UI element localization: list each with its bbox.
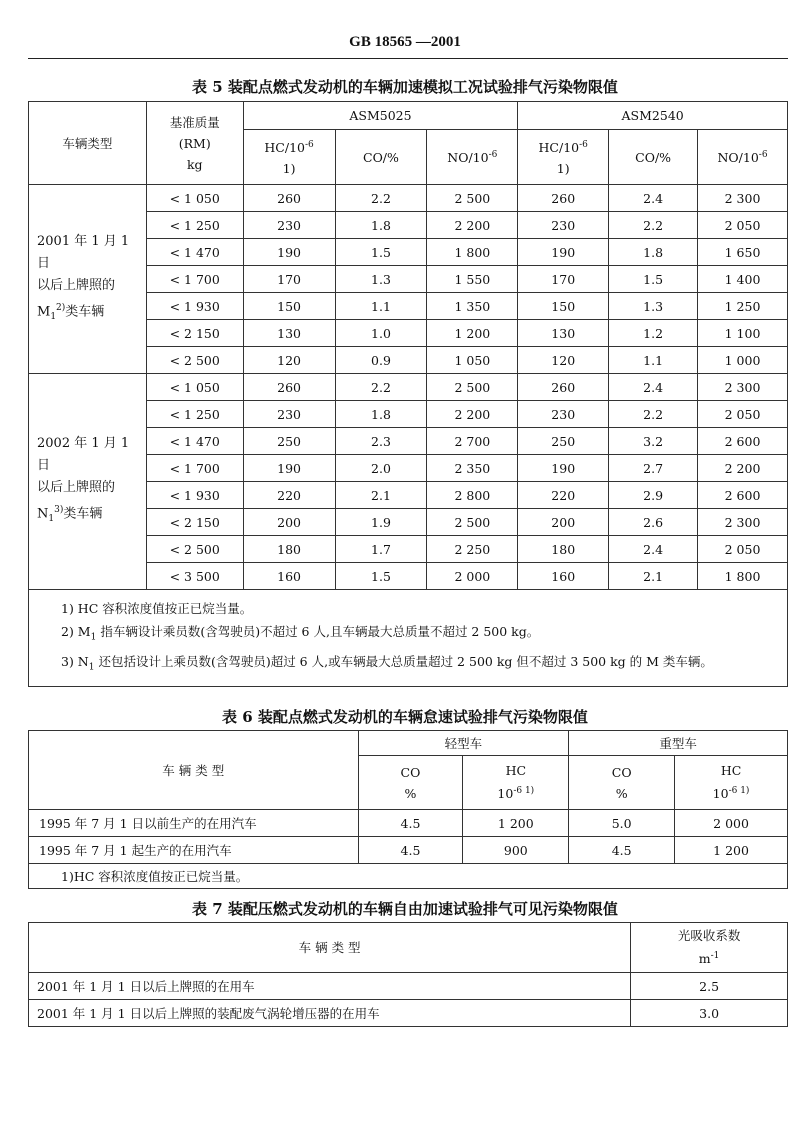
t5-header-mass: 基准质量 (RM) kg xyxy=(146,102,243,185)
t5-cell: 1 550 xyxy=(427,266,518,293)
t5-cell: 1 000 xyxy=(698,347,788,374)
t5-footnote-2: 2) $M_1$ 指车辆设计乘员数(含驾驶员)不超过 6 人,且车辆最大总质量不超过 2 500 kg。 xyxy=(61,624,540,643)
t7-cell: 3.0 xyxy=(631,1000,788,1027)
t5-cell: 120 xyxy=(243,347,335,374)
t5-header-no: $NO/10^{-6}$ xyxy=(698,130,788,185)
t5-cell: 1 250 xyxy=(698,293,788,320)
t5-cell: 2.2 xyxy=(335,374,427,401)
t5-cell: 2.7 xyxy=(609,455,698,482)
t5-cell: 190 xyxy=(518,239,609,266)
t5-cell: 2.9 xyxy=(609,482,698,509)
table5-title: 表 5 装配点燃式发动机的车辆加速模拟工况试验排气污染物限值 xyxy=(192,78,618,96)
t5-cell: 220 xyxy=(518,482,609,509)
t6-footnote: 1)HC 容积浓度值按正已烷当量。 xyxy=(29,864,788,889)
t5-cell: 2 300 xyxy=(698,509,788,536)
t5-cell: 1 100 xyxy=(698,320,788,347)
t5-mass-cell: < 1 930 xyxy=(146,482,243,509)
t5-cell: 160 xyxy=(243,563,335,590)
t7-header-coef: 光吸收系数 $m^{-1}$ xyxy=(631,923,788,973)
t5-header-hc: $HC/10^{-6}$ 1) xyxy=(243,130,335,185)
t5-cell: 170 xyxy=(518,266,609,293)
t5-cell: 160 xyxy=(518,563,609,590)
t5-cell: 2.2 xyxy=(609,401,698,428)
t5-cell: 260 xyxy=(518,185,609,212)
table7 xyxy=(28,922,788,1027)
t5-mass-cell: < 1 250 xyxy=(146,401,243,428)
t5-cell: 1 050 xyxy=(427,347,518,374)
t5-cell: 170 xyxy=(243,266,335,293)
t5-header-co: CO/% xyxy=(609,130,698,185)
t5-cell: 2 700 xyxy=(427,428,518,455)
table7-title: 表 7 装配压燃式发动机的车辆自由加速试验排气可见污染物限值 xyxy=(192,900,618,918)
t5-mass-cell: < 3 500 xyxy=(146,563,243,590)
t5-footnote-1: 1) HC 容积浓度值按正已烷当量。 xyxy=(61,601,253,616)
t5-mass-cell: < 1 470 xyxy=(146,239,243,266)
t5-cell: 2 500 xyxy=(427,509,518,536)
t5-cell: 250 xyxy=(518,428,609,455)
t5-cell: 1.2 xyxy=(609,320,698,347)
t5-cell: 1.5 xyxy=(335,239,427,266)
t5-cell: 1 400 xyxy=(698,266,788,293)
table-row xyxy=(29,837,788,864)
t5-cell: 1.9 xyxy=(335,509,427,536)
t5-mass-cell: < 1 700 xyxy=(146,455,243,482)
t5-cell: 2 500 xyxy=(427,374,518,401)
t5-cell: 1.1 xyxy=(335,293,427,320)
t5-cell: 2 200 xyxy=(698,455,788,482)
t6-header-hc: HC $10^{-6 1)}$ xyxy=(463,756,569,810)
t5-cell: 3.2 xyxy=(609,428,698,455)
t5-cell: 1.8 xyxy=(335,401,427,428)
t5-cell: 2.2 xyxy=(609,212,698,239)
t5-cell: 1 650 xyxy=(698,239,788,266)
t5-cell: 2 600 xyxy=(698,428,788,455)
t5-cell: 2 300 xyxy=(698,374,788,401)
t7-cell: 2.5 xyxy=(631,973,788,1000)
t5-mass-cell: < 2 500 xyxy=(146,347,243,374)
header-rule xyxy=(28,58,788,59)
t5-cell: 1 800 xyxy=(698,563,788,590)
table6 xyxy=(28,730,788,889)
t5-cell: 1.7 xyxy=(335,536,427,563)
t5-cell: 150 xyxy=(518,293,609,320)
t6-cell: 1 200 xyxy=(675,837,788,864)
t5-vehicle-category: 2002 年 1 月 1 日 以后上牌照的 $N_1^{3)}$类车辆 xyxy=(29,374,147,590)
t5-cell: 200 xyxy=(518,509,609,536)
t5-cell: 2.1 xyxy=(335,482,427,509)
table-row xyxy=(29,185,788,212)
t5-cell: 220 xyxy=(243,482,335,509)
t5-cell: 190 xyxy=(518,455,609,482)
page-header: GB 18565 —2001 xyxy=(349,34,461,50)
t5-header-vehicle-type: 车辆类型 xyxy=(29,102,147,185)
t6-header-vehicle-type: 车 辆 类 型 xyxy=(29,731,359,810)
t5-cell: 250 xyxy=(243,428,335,455)
t6-cell: 4.5 xyxy=(358,837,463,864)
table6-title: 表 6 装配点燃式发动机的车辆怠速试验排气污染物限值 xyxy=(222,708,588,726)
t5-cell: 1.8 xyxy=(609,239,698,266)
t5-cell: 1.1 xyxy=(609,347,698,374)
table-row xyxy=(29,973,788,1000)
t5-cell: 1.3 xyxy=(609,293,698,320)
t5-cell: 260 xyxy=(243,374,335,401)
t5-cell: 1.3 xyxy=(335,266,427,293)
t6-cell: 900 xyxy=(463,837,569,864)
t5-cell: 2 500 xyxy=(427,185,518,212)
t5-cell: 2 200 xyxy=(427,401,518,428)
t5-cell: 1.5 xyxy=(609,266,698,293)
t5-cell: 260 xyxy=(518,374,609,401)
t5-mass-cell: < 2 500 xyxy=(146,536,243,563)
t6-row-label: 1995 年 7 月 1 起生产的在用汽车 xyxy=(29,837,359,864)
t5-cell: 2.1 xyxy=(609,563,698,590)
t5-cell: 2.4 xyxy=(609,374,698,401)
t5-cell: 2.3 xyxy=(335,428,427,455)
table-row xyxy=(29,1000,788,1027)
t5-footnotes xyxy=(29,590,788,687)
t6-cell: 2 000 xyxy=(675,810,788,837)
table5 xyxy=(28,101,788,687)
t5-mass-cell: < 2 150 xyxy=(146,509,243,536)
t5-header-asm2540: ASM2540 xyxy=(518,102,788,130)
t5-cell: 2.0 xyxy=(335,455,427,482)
t6-header-co: CO % xyxy=(358,756,463,810)
t6-header-light: 轻型车 xyxy=(358,731,569,756)
t5-cell: 2.6 xyxy=(609,509,698,536)
table-row xyxy=(29,374,788,401)
t5-cell: 130 xyxy=(243,320,335,347)
t5-cell: 2.4 xyxy=(609,536,698,563)
t5-cell: 2 350 xyxy=(427,455,518,482)
t5-cell: 2 200 xyxy=(427,212,518,239)
t5-cell: 260 xyxy=(243,185,335,212)
t5-mass-cell: < 1 470 xyxy=(146,428,243,455)
t5-cell: 2.4 xyxy=(609,185,698,212)
t5-mass-cell: < 2 150 xyxy=(146,320,243,347)
t5-cell: 230 xyxy=(243,401,335,428)
t5-header-co: CO/% xyxy=(335,130,427,185)
t5-cell: 2 800 xyxy=(427,482,518,509)
t6-cell: 1 200 xyxy=(463,810,569,837)
t5-cell: 200 xyxy=(243,509,335,536)
t5-cell: 2 050 xyxy=(698,401,788,428)
t5-cell: 180 xyxy=(518,536,609,563)
t6-header-heavy: 重型车 xyxy=(569,731,788,756)
t5-cell: 2 050 xyxy=(698,212,788,239)
t5-cell: 230 xyxy=(518,212,609,239)
t5-cell: 150 xyxy=(243,293,335,320)
t7-row-label: 2001 年 1 月 1 日以后上牌照的装配废气涡轮增压器的在用车 xyxy=(29,1000,631,1027)
t6-header-co: CO % xyxy=(569,756,675,810)
t7-row-label: 2001 年 1 月 1 日以后上牌照的在用车 xyxy=(29,973,631,1000)
t5-cell: 1.5 xyxy=(335,563,427,590)
t5-cell: 230 xyxy=(243,212,335,239)
t6-cell: 4.5 xyxy=(358,810,463,837)
t5-cell: 1 800 xyxy=(427,239,518,266)
t5-cell: 120 xyxy=(518,347,609,374)
t5-cell: 130 xyxy=(518,320,609,347)
t5-cell: 2 600 xyxy=(698,482,788,509)
t5-footnote-3: 3) $N_1$ 还包括设计上乘员数(含驾驶员)超过 6 人,或车辆最大总质量超过 2 500 kg 但不超过 3 500 kg 的 M 类车辆。 xyxy=(61,653,713,672)
t5-cell: 2.2 xyxy=(335,185,427,212)
t5-mass-cell: < 1 700 xyxy=(146,266,243,293)
t5-cell: 1.0 xyxy=(335,320,427,347)
t5-cell: 2 050 xyxy=(698,536,788,563)
t5-cell: 2 300 xyxy=(698,185,788,212)
t5-cell: 190 xyxy=(243,455,335,482)
t6-cell: 4.5 xyxy=(569,837,675,864)
t5-mass-cell: < 1 050 xyxy=(146,185,243,212)
t5-header-no: $NO/10^{-6}$ xyxy=(427,130,518,185)
t5-cell: 2 250 xyxy=(427,536,518,563)
t5-cell: 2 000 xyxy=(427,563,518,590)
t6-header-hc: HC $10^{-6 1)}$ xyxy=(675,756,788,810)
t5-mass-cell: < 1 930 xyxy=(146,293,243,320)
t5-mass-cell: < 1 250 xyxy=(146,212,243,239)
t6-row-label: 1995 年 7 月 1 日以前生产的在用汽车 xyxy=(29,810,359,837)
t5-cell: 0.9 xyxy=(335,347,427,374)
t5-header-hc: $HC/10^{-6}$ 1) xyxy=(518,130,609,185)
t5-cell: 1 350 xyxy=(427,293,518,320)
t5-header-asm5025: ASM5025 xyxy=(243,102,518,130)
t7-header-vehicle-type: 车 辆 类 型 xyxy=(29,923,631,973)
t5-cell: 1 200 xyxy=(427,320,518,347)
t5-vehicle-category: 2001 年 1 月 1 日 以后上牌照的 $M_1^{2)}$类车辆 xyxy=(29,185,147,374)
t5-cell: 1.8 xyxy=(335,212,427,239)
t6-cell: 5.0 xyxy=(569,810,675,837)
t5-mass-cell: < 1 050 xyxy=(146,374,243,401)
t5-cell: 180 xyxy=(243,536,335,563)
table-row xyxy=(29,810,788,837)
t5-cell: 230 xyxy=(518,401,609,428)
t5-cell: 190 xyxy=(243,239,335,266)
